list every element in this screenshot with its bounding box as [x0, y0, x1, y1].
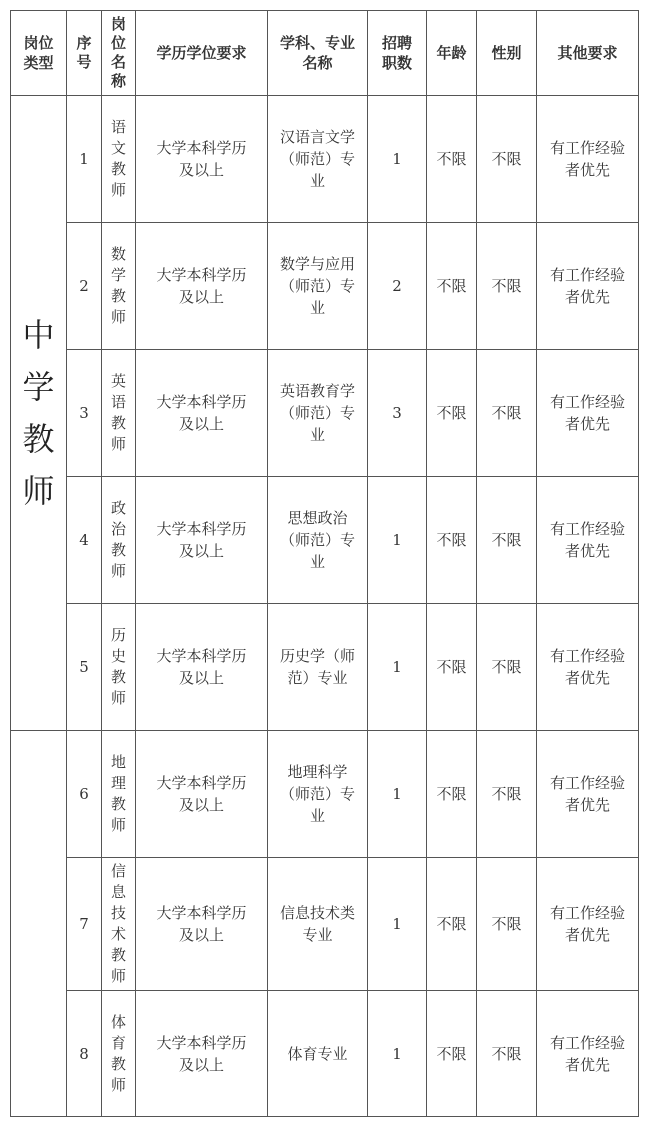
cell-gender: 不限 [477, 96, 537, 223]
cell-other [537, 477, 639, 604]
cell-major-text: 信息技术类专业 [279, 904, 355, 944]
cell-name [102, 223, 136, 350]
cell-name-text: 语文教师 [110, 118, 126, 199]
cell-count: 1 [368, 604, 427, 731]
header-count: 招聘职数 [368, 11, 427, 96]
cell-major-text: 地理科学（师范）专业 [279, 763, 355, 825]
cell-no: 7 [67, 858, 102, 991]
cell-edu [136, 223, 268, 350]
cell-name [102, 604, 136, 731]
cell-count: 1 [368, 96, 427, 223]
cell-name [102, 96, 136, 223]
cell-other-text: 有工作经验者优先 [549, 647, 625, 687]
cell-edu [136, 477, 268, 604]
cell-edu [136, 991, 268, 1117]
cell-other [537, 858, 639, 991]
cell-major-text: 体育专业 [287, 1044, 348, 1063]
cell-age: 不限 [427, 223, 477, 350]
cell-name [102, 858, 136, 991]
cell-no: 8 [67, 991, 102, 1117]
table-row [11, 223, 639, 350]
cell-edu-text: 大学本科学历及以上 [156, 904, 247, 944]
cell-age: 不限 [427, 731, 477, 858]
cell-count: 1 [368, 731, 427, 858]
cell-age: 不限 [427, 858, 477, 991]
cell-major [268, 731, 368, 858]
cell-count: 1 [368, 991, 427, 1117]
cell-no: 2 [67, 223, 102, 350]
cell-edu [136, 350, 268, 477]
header-age: 年龄 [427, 11, 477, 96]
cell-other [537, 96, 639, 223]
group-type-cell [11, 96, 67, 731]
cell-no: 3 [67, 350, 102, 477]
cell-name-text: 历史教师 [110, 626, 126, 707]
cell-edu [136, 858, 268, 991]
cell-name-text: 信息技术教师 [110, 862, 126, 985]
table-row [11, 858, 639, 991]
cell-count: 2 [368, 223, 427, 350]
table-row [11, 96, 639, 223]
cell-edu-text: 大学本科学历及以上 [156, 266, 247, 306]
cell-no: 5 [67, 604, 102, 731]
cell-name-text: 体育教师 [110, 1012, 126, 1094]
cell-other [537, 604, 639, 731]
cell-major [268, 858, 368, 991]
table-row [11, 477, 639, 604]
cell-gender: 不限 [477, 604, 537, 731]
cell-no: 6 [67, 731, 102, 858]
header-other: 其他要求 [537, 11, 639, 96]
cell-other [537, 223, 639, 350]
cell-gender: 不限 [477, 223, 537, 350]
cell-name [102, 731, 136, 858]
recruitment-table [10, 10, 639, 1117]
cell-gender: 不限 [477, 858, 537, 991]
cell-age: 不限 [427, 477, 477, 604]
cell-other-text: 有工作经验者优先 [549, 904, 625, 944]
cell-edu-text: 大学本科学历及以上 [156, 393, 247, 433]
cell-name-text: 数学教师 [110, 245, 126, 326]
cell-edu-text: 大学本科学历及以上 [156, 647, 247, 687]
cell-major [268, 350, 368, 477]
cell-count: 1 [368, 858, 427, 991]
cell-other-text: 有工作经验者优先 [549, 139, 625, 179]
group-label: 中学教师 [22, 316, 55, 510]
cell-name [102, 477, 136, 604]
cell-gender: 不限 [477, 350, 537, 477]
cell-no: 1 [67, 96, 102, 223]
cell-other [537, 991, 639, 1117]
header-row [11, 11, 639, 96]
header-type: 岗位类型 [11, 11, 67, 96]
cell-name-text: 地理教师 [110, 753, 126, 834]
cell-major [268, 991, 368, 1117]
cell-age: 不限 [427, 350, 477, 477]
cell-gender: 不限 [477, 731, 537, 858]
header-edu: 学历学位要求 [136, 11, 268, 96]
cell-name [102, 991, 136, 1117]
cell-other-text: 有工作经验者优先 [549, 774, 625, 814]
cell-count: 3 [368, 350, 427, 477]
cell-name-text: 英语教师 [110, 372, 126, 453]
cell-other-text: 有工作经验者优先 [549, 393, 625, 433]
cell-other [537, 731, 639, 858]
cell-age: 不限 [427, 96, 477, 223]
table-row [11, 350, 639, 477]
empty-type-cell [11, 731, 67, 1117]
cell-major-text: 数学与应用（师范）专业 [279, 255, 355, 317]
cell-edu [136, 731, 268, 858]
cell-edu-text: 大学本科学历及以上 [156, 774, 247, 814]
table-row [11, 991, 639, 1117]
cell-edu-text: 大学本科学历及以上 [156, 520, 247, 560]
cell-age: 不限 [427, 604, 477, 731]
cell-name-text: 政治教师 [110, 499, 126, 580]
cell-major-text: 英语教育学（师范）专业 [279, 382, 355, 444]
cell-gender: 不限 [477, 477, 537, 604]
cell-count: 1 [368, 477, 427, 604]
cell-edu [136, 604, 268, 731]
cell-major-text: 汉语言文学（师范）专业 [279, 128, 355, 190]
header-gender: 性别 [477, 11, 537, 96]
cell-major-text: 思想政治（师范）专业 [279, 509, 355, 571]
cell-other-text: 有工作经验者优先 [549, 1033, 625, 1074]
cell-gender: 不限 [477, 991, 537, 1117]
cell-major [268, 604, 368, 731]
cell-major-text: 历史学（师范）专业 [279, 647, 355, 687]
cell-other [537, 350, 639, 477]
cell-other-text: 有工作经验者优先 [549, 520, 625, 560]
cell-age: 不限 [427, 991, 477, 1117]
header-name: 岗位名称 [102, 11, 136, 96]
header-major: 学科、专业名称 [268, 11, 368, 96]
cell-other-text: 有工作经验者优先 [549, 266, 625, 306]
cell-no: 4 [67, 477, 102, 604]
header-no: 序号 [67, 11, 102, 96]
cell-name [102, 350, 136, 477]
table-row [11, 604, 639, 731]
cell-major [268, 223, 368, 350]
table-row [11, 731, 639, 858]
cell-major [268, 477, 368, 604]
cell-edu-text: 大学本科学历及以上 [156, 139, 247, 179]
cell-major [268, 96, 368, 223]
cell-edu-text: 大学本科学历及以上 [156, 1033, 247, 1074]
cell-edu [136, 96, 268, 223]
